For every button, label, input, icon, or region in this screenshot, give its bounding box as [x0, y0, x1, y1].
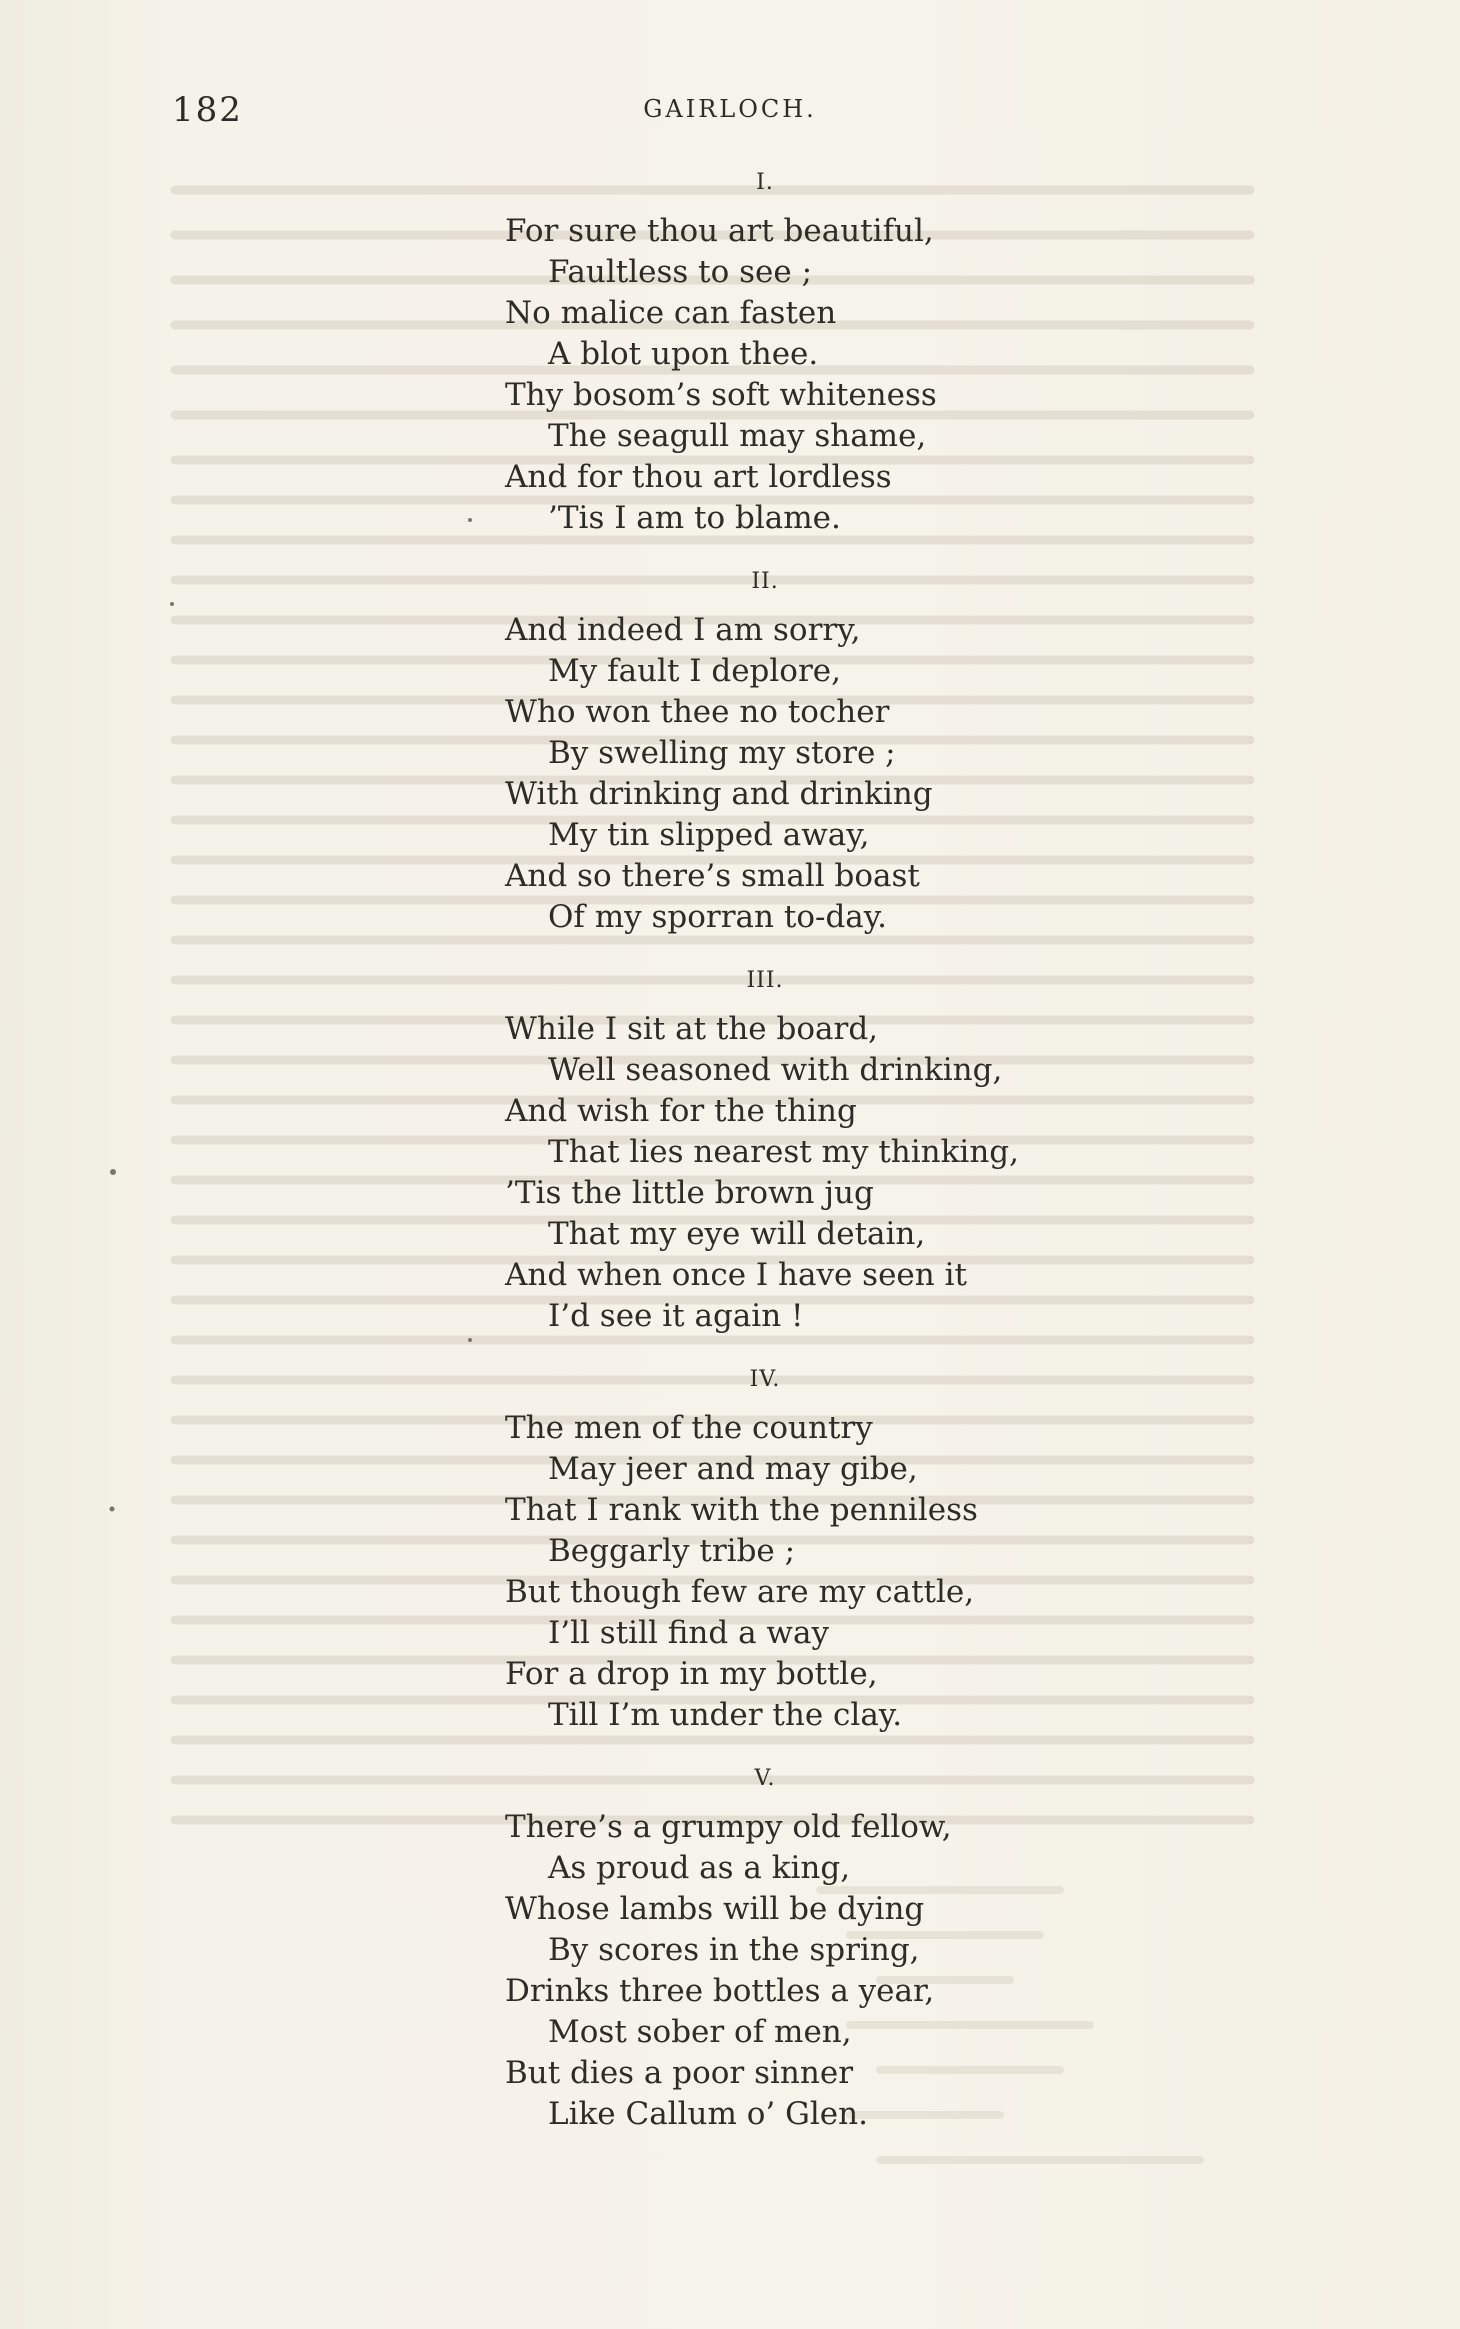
stanza-1 — [505, 170, 1125, 539]
page-number: 182 — [172, 90, 243, 130]
verse-line: That my eye will detain, — [548, 1216, 926, 1252]
verse-line: And for thou art lordless — [505, 459, 892, 495]
stanza-3 — [505, 968, 1125, 1337]
verse-line: Most sober of men, — [548, 2014, 852, 2050]
verse-line: And indeed I am sorry, — [505, 612, 861, 648]
verse-line: For a drop in my bottle, — [505, 1656, 878, 1692]
verse-line: The men of the country — [505, 1410, 873, 1446]
verse-line: With drinking and drinking — [505, 776, 933, 812]
verse-line: That I rank with the penniless — [505, 1492, 978, 1528]
verse-line: The seagull may shame, — [548, 418, 927, 454]
running-title: GAIRLOCH. — [643, 95, 817, 123]
stanza-number: II. — [751, 569, 779, 594]
verse-line: May jeer and may gibe, — [548, 1451, 918, 1487]
verse-line: Well seasoned with drinking, — [548, 1052, 1003, 1088]
verse-line: Till I’m under the clay. — [548, 1697, 903, 1733]
stanza-4 — [505, 1367, 1125, 1736]
verse-line: There’s a grumpy old fellow, — [505, 1809, 952, 1845]
verse-line: Beggarly tribe ; — [548, 1533, 796, 1569]
stanza-2 — [505, 569, 1125, 938]
verse-line: But though few are my cattle, — [505, 1574, 975, 1610]
verse-line: My fault I deplore, — [548, 653, 841, 689]
verse-line: ’Tis I am to blame. — [548, 500, 841, 536]
verse-line: By swelling my store ; — [548, 735, 896, 771]
verse-line: I’ll still find a way — [548, 1615, 829, 1651]
verse-line: Of my sporran to-day. — [548, 899, 888, 935]
verse-line: While I sit at the board, — [505, 1011, 879, 1047]
verse-line: Faultless to see ; — [548, 254, 813, 290]
poem — [505, 170, 1125, 2165]
verse-line: That lies nearest my thinking, — [548, 1134, 1019, 1170]
verse-line: But dies a poor sinner — [505, 2055, 854, 2091]
verse-line: Thy bosom’s soft whiteness — [505, 377, 937, 413]
verse-line: My tin slipped away, — [548, 817, 870, 853]
verse-line: A blot upon thee. — [548, 336, 819, 372]
stanza-number: III. — [746, 968, 784, 993]
stanza-number: I. — [756, 170, 774, 195]
verse-line: I’d see it again ! — [548, 1298, 804, 1334]
verse-line: ’Tis the little brown jug — [505, 1175, 874, 1211]
verse-line: By scores in the spring, — [548, 1932, 920, 1968]
verse-line: And when once I have seen it — [505, 1257, 967, 1293]
verse-line: Whose lambs will be dying — [505, 1891, 925, 1927]
verse-line: And wish for the thing — [505, 1093, 857, 1129]
verse-line: For sure thou art beautiful, — [505, 213, 934, 249]
verse-line: Who won thee no tocher — [505, 694, 890, 730]
stanza-number: V. — [754, 1766, 776, 1791]
verse-line: As proud as a king, — [548, 1850, 851, 1886]
verse-line: And so there’s small boast — [505, 858, 920, 894]
stanza-number: IV. — [749, 1367, 781, 1392]
verse-line: No malice can fasten — [505, 295, 837, 331]
verse-line: Like Callum o’ Glen. — [548, 2096, 868, 2132]
stanza-5 — [505, 1766, 1125, 2135]
verse-line: Drinks three bottles a year, — [505, 1973, 935, 2009]
